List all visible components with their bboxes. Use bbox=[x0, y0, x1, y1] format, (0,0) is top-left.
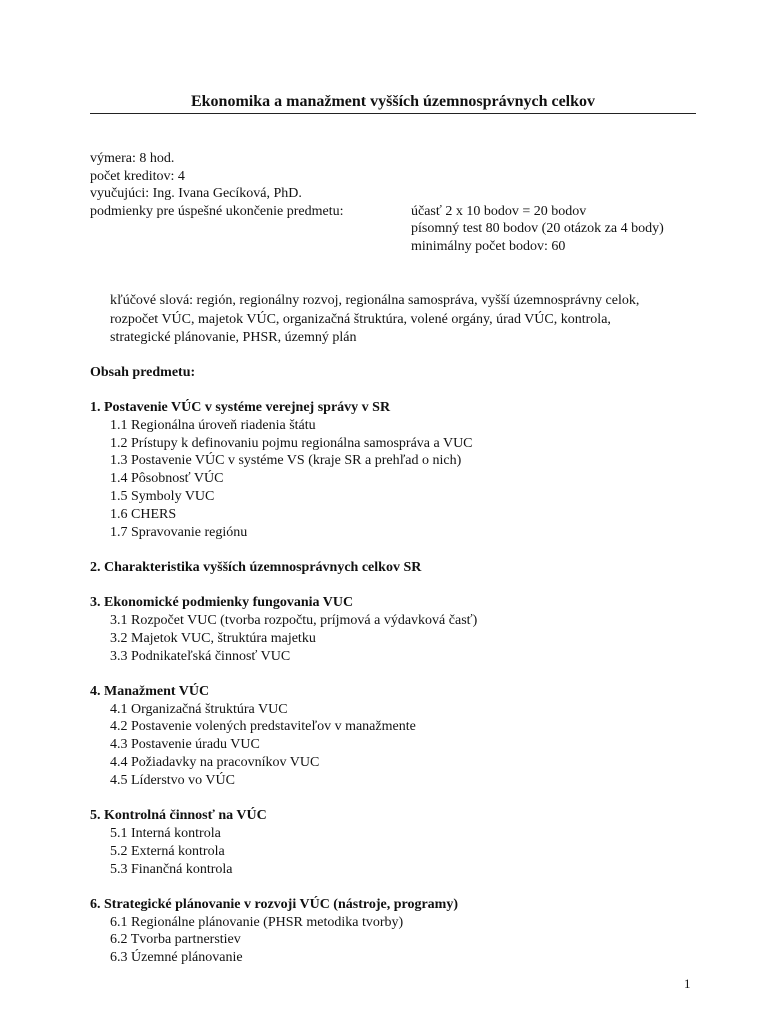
section-title: 2. Charakteristika vyšších územnosprávnych celkov SR bbox=[90, 559, 422, 575]
section-item: 4.4 Požiadavky na pracovníkov VUC bbox=[110, 755, 320, 771]
section-item: 4.5 Líderstvo vo VÚC bbox=[110, 772, 235, 788]
section-title: 1. Postavenie VÚC v systéme verejnej správy v SR bbox=[90, 400, 391, 415]
section-item: 1.5 Symboly VUC bbox=[110, 488, 215, 504]
meta-label: podmienky pre úspešné ukončenie predmetu: bbox=[90, 203, 344, 219]
section-item: 6.3 Územné plánovanie bbox=[110, 950, 243, 966]
section-item: 3.2 Majetok VUC, štruktúra majetku bbox=[110, 630, 316, 646]
page-number: 1 bbox=[684, 976, 691, 991]
section-item: 3.1 Rozpočet VUC (tvorba rozpočtu, príjmová a výdavková časť) bbox=[110, 612, 478, 628]
meta-label: vyučujúci: Ing. Ivana Gecíková, PhD. bbox=[90, 186, 302, 201]
section bbox=[90, 399, 710, 541]
section bbox=[90, 683, 710, 790]
section-item: 5.2 Externá kontrola bbox=[110, 843, 225, 859]
section-item: 1.3 Postavenie VÚC v systéme VS (kraje SR a prehľad o nich) bbox=[110, 453, 462, 469]
keywords-paragraph: kľúčové slová: región, regionálny rozvoj, regionálna samospráva, vyšší územnosprávny celok, rozpočet VÚC, majetok VÚC, organizačná štruktúra, volené orgány, úrad VÚC, kontrola, strategické plánovanie, PHSR, územný plán bbox=[110, 293, 640, 345]
section-title: 5. Kontrolná činnosť na VÚC bbox=[90, 808, 267, 824]
section-item: 4.1 Organizačná štruktúra VUC bbox=[110, 701, 288, 717]
meta-value: písomný test 80 bodov (20 otázok za 4 body) bbox=[411, 221, 664, 236]
meta-row bbox=[90, 150, 710, 168]
section bbox=[90, 807, 710, 878]
content-heading: Obsah predmetu: bbox=[90, 365, 196, 380]
section-item: 6.1 Regionálne plánovanie (PHSR metodika tvorby) bbox=[110, 914, 404, 930]
title-underline bbox=[90, 113, 696, 114]
section-item: 1.4 Pôsobnosť VÚC bbox=[110, 471, 224, 487]
section-item: 6.2 Tvorba partnerstiev bbox=[110, 932, 241, 948]
section bbox=[90, 896, 710, 967]
document-title: Ekonomika a manažment vyšších územnosprávnych celkov bbox=[190, 93, 596, 110]
section-item: 5.1 Interná kontrola bbox=[110, 825, 221, 841]
section bbox=[90, 559, 710, 577]
section-item: 4.3 Postavenie úradu VUC bbox=[110, 737, 260, 753]
meta-value: účasť 2 x 10 bodov = 20 bodov bbox=[411, 203, 587, 219]
section-title: 6. Strategické plánovanie v rozvoji VÚC (nástroje, programy) bbox=[90, 896, 458, 912]
meta-row bbox=[90, 203, 710, 221]
meta-row bbox=[90, 185, 710, 203]
section-item: 3.3 Podnikateľská činnosť VUC bbox=[110, 648, 291, 664]
meta-row bbox=[90, 220, 710, 238]
section-item: 1.1 Regionálna úroveň riadenia štátu bbox=[110, 417, 316, 433]
meta-value: minimálny počet bodov: 60 bbox=[411, 238, 566, 254]
meta-row bbox=[90, 168, 710, 186]
meta-label: počet kreditov: 4 bbox=[90, 168, 185, 184]
section-item: 1.7 Spravovanie regiónu bbox=[110, 524, 248, 540]
section-item: 5.3 Finančná kontrola bbox=[110, 861, 233, 877]
section-item: 1.2 Prístupy k definovaniu pojmu regionálna samospráva a VUC bbox=[110, 435, 473, 451]
section-item: 4.2 Postavenie volených predstaviteľov v manažmente bbox=[110, 719, 416, 735]
meta-row bbox=[90, 238, 710, 256]
course-sections bbox=[90, 399, 710, 985]
section-title: 3. Ekonomické podmienky fungovania VUC bbox=[90, 595, 354, 611]
meta-label: výmera: 8 hod. bbox=[90, 151, 175, 166]
course-meta bbox=[90, 150, 710, 255]
section-item: 1.6 CHERS bbox=[110, 506, 177, 522]
section-title: 4. Manažment VÚC bbox=[90, 683, 210, 699]
section bbox=[90, 594, 710, 665]
